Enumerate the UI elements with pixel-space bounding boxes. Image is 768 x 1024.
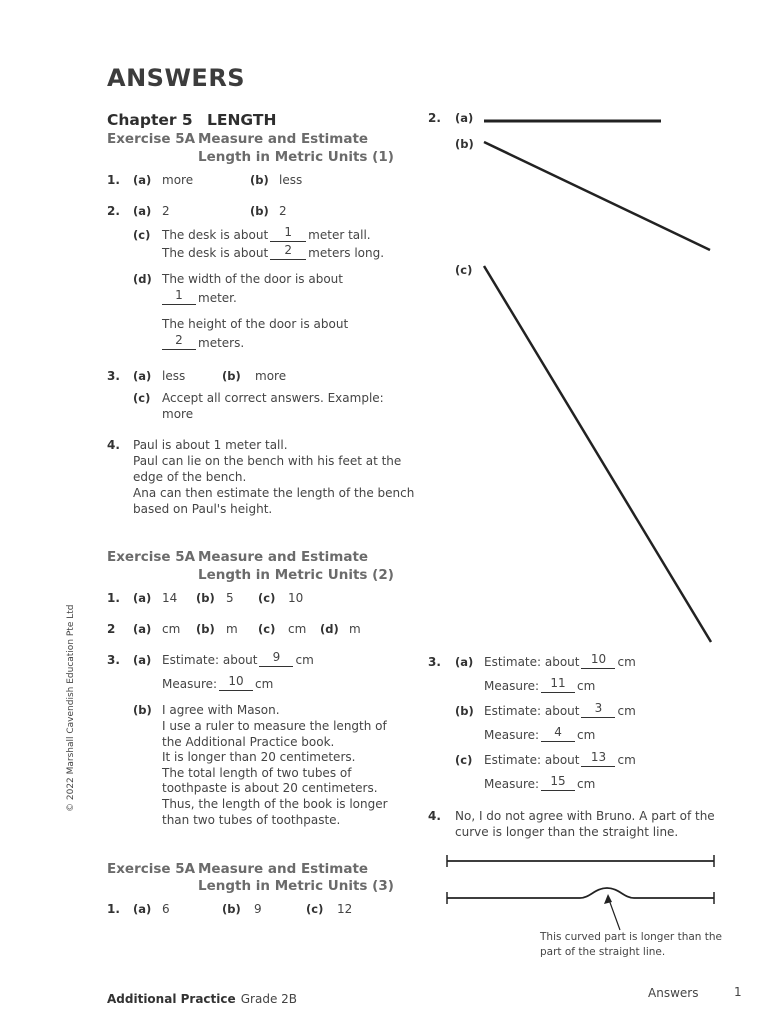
sentence: Estimate: about 13 cm (484, 750, 636, 767)
fill-blank: 1 (270, 229, 306, 242)
sentence: Estimate: about 3 cm (484, 701, 636, 718)
part-label: (b) (222, 902, 241, 916)
question-number: 2. (107, 204, 120, 218)
arrow-head-icon (604, 894, 612, 904)
sentence: The total length of two tubes of (162, 766, 352, 780)
answer-text: m (349, 622, 361, 636)
sentence: Paul can lie on the bench with his feet at the (133, 454, 402, 468)
sentence: Measure: 10 cm (162, 674, 274, 691)
fill-blank: 10 (219, 678, 253, 691)
part-label: (c) (258, 591, 276, 605)
question-number: 4. (107, 438, 120, 452)
caption: This curved part is longer than the (540, 931, 723, 943)
sentence: Thus, the length of the book is longer (162, 797, 388, 811)
question-number: 3. (107, 653, 120, 667)
fill-blank: 1 (162, 292, 196, 305)
caption: part of the straight line. (540, 946, 666, 958)
part-label: (c) (306, 902, 324, 916)
fill-blank: 13 (581, 754, 615, 767)
answer-text: 6 (162, 902, 170, 916)
part-label: (c) (258, 622, 276, 636)
chapter-name: LENGTH (207, 111, 277, 129)
fill-blank: 9 (259, 654, 293, 667)
exercise-title: Measure and Estimate (198, 549, 369, 565)
question-number: 3. (107, 369, 120, 383)
sentence: based on Paul's height. (133, 502, 273, 516)
part-label: (a) (133, 653, 152, 667)
copyright-notice: © 2022 Marshall Cavendish Education Pte Ltd (66, 604, 76, 812)
fill-blank: 2 (162, 337, 196, 350)
exercise-label: Exercise 5A (107, 549, 196, 565)
curved-line (447, 888, 714, 898)
footer-section: Answers (648, 986, 699, 1000)
part-label: (c) (133, 228, 151, 242)
sentence: than two tubes of toothpaste. (162, 813, 341, 827)
part-label: (b) (455, 704, 474, 718)
exercise-label: Exercise 5A (107, 861, 196, 877)
question-number: 1. (107, 173, 120, 187)
question-number: 4. (428, 809, 441, 823)
sentence: Accept all correct answers. Example: (162, 391, 384, 405)
sentence: toothpaste is about 20 centimeters. (162, 781, 378, 795)
answer-text: 5 (226, 591, 234, 605)
sentence: The height of the door is about (162, 317, 349, 331)
sentence: Estimate: about 10 cm (484, 652, 636, 669)
part-label: (a) (133, 204, 152, 218)
part-label: (b) (222, 369, 241, 383)
part-label: (a) (133, 902, 152, 916)
sentence: No, I do not agree with Bruno. A part of the (455, 809, 715, 823)
answer-text: 2 (162, 204, 170, 218)
line-b (484, 142, 710, 250)
line-c (484, 266, 711, 642)
answer-text: 2 (279, 204, 287, 218)
sentence: Ana can then estimate the length of the bench (133, 486, 415, 500)
sentence: curve is longer than the straight line. (455, 825, 679, 839)
sentence: edge of the bench. (133, 470, 247, 484)
exercise-label: Exercise 5A (107, 131, 196, 147)
exercise-title: Measure and Estimate (198, 131, 369, 147)
sentence: the Additional Practice book. (162, 735, 335, 749)
exercise-title: Measure and Estimate (198, 861, 369, 877)
answer-text: cm (162, 622, 181, 636)
exercise-title: Length in Metric Units (3) (198, 878, 394, 894)
sentence: Estimate: about 9 cm (162, 650, 314, 667)
question-number: 2 (107, 622, 116, 636)
answer-text: more (162, 173, 194, 187)
sentence: The desk is about 1 meter tall. (162, 225, 371, 242)
fill-blank: 11 (541, 680, 575, 693)
part-label: (a) (133, 591, 152, 605)
part-label: (c) (455, 263, 473, 277)
part-label: (a) (133, 369, 152, 383)
answer-text: 10 (288, 591, 304, 605)
sentence: I use a ruler to measure the length of (162, 719, 387, 733)
answer-text: less (279, 173, 303, 187)
sentence: Measure: 11 cm (484, 676, 596, 693)
answer-text: 14 (162, 591, 178, 605)
exercise-title: Length in Metric Units (1) (198, 149, 394, 165)
sentence: The width of the door is about (162, 272, 343, 286)
part-label: (a) (133, 622, 152, 636)
part-label: (c) (133, 391, 151, 405)
question-number: 1. (107, 902, 120, 916)
sentence: Measure: 15 cm (484, 774, 596, 791)
part-label: (d) (320, 622, 339, 636)
sentence: Measure: 4 cm (484, 725, 596, 742)
fill-blank: 3 (581, 705, 615, 718)
part-label: (b) (196, 591, 215, 605)
sentence: It is longer than 20 centimeters. (162, 750, 356, 764)
question-number: 1. (107, 591, 120, 605)
part-label: (a) (455, 655, 474, 669)
answer-text: 12 (337, 902, 353, 916)
question-number: 3. (428, 655, 441, 669)
answer-text: 9 (254, 902, 262, 916)
sentence: The desk is about 2 meters long. (162, 243, 385, 260)
sentence: I agree with Mason. (162, 703, 280, 717)
answer-text: cm (288, 622, 307, 636)
part-label: (b) (196, 622, 215, 636)
exercise-title: Length in Metric Units (2) (198, 567, 394, 583)
sentence: Paul is about 1 meter tall. (133, 438, 288, 452)
part-label: (d) (133, 272, 152, 286)
fill-blank: 4 (541, 729, 575, 742)
answer-text: m (226, 622, 238, 636)
part-label: (c) (455, 753, 473, 767)
part-label: (b) (250, 204, 269, 218)
page-number: 1 (734, 985, 742, 999)
sentence: 2 meters. (162, 336, 244, 350)
fill-blank: 2 (270, 247, 306, 260)
part-label: (b) (133, 703, 152, 717)
fill-blank: 10 (581, 656, 615, 669)
question-number: 2. (428, 111, 441, 125)
sentence: 1 meter. (162, 291, 237, 305)
answer-text: less (162, 369, 186, 383)
answer-text: more (255, 369, 287, 383)
part-label: (a) (455, 111, 474, 125)
footer-book-title: Additional Practice Grade 2B (107, 992, 298, 1006)
chapter-label: Chapter 5 (107, 111, 193, 129)
fill-blank: 15 (541, 778, 575, 791)
part-label: (b) (455, 137, 474, 151)
sentence: more (162, 407, 194, 421)
part-label: (a) (133, 173, 152, 187)
page-title: ANSWERS (107, 64, 246, 92)
part-label: (b) (250, 173, 269, 187)
